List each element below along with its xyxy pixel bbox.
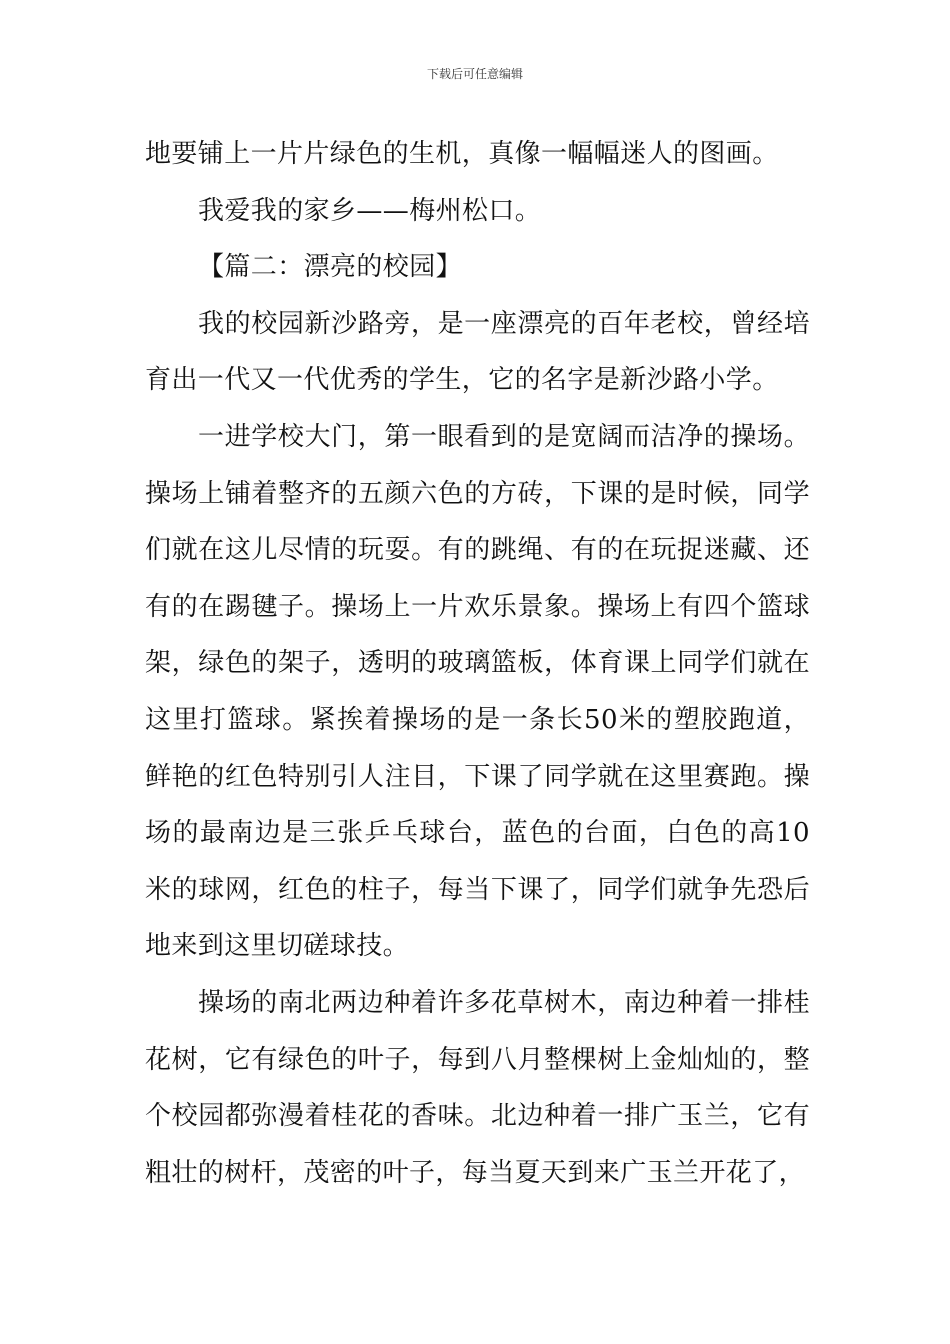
paragraph-1: 地要铺上一片片绿色的生机，真像一幅幅迷人的图画。: [145, 139, 779, 169]
paragraph-5: 操场的南北两边种着许多花草树木，南边种着一排桂花树，它有绿色的叶子，每到八月整棵树上金灿灿的，整个校园都弥漫着桂花的香味。北边种着一排广玉兰，它有粗壮的树杆，茂密的叶子，每当夏天到来广玉兰开花了，: [145, 987, 810, 1188]
paragraph-3: 我的校园新沙路旁，是一座漂亮的百年老校，曾经培育出一代又一代优秀的学生，它的名字是新沙路小学。: [145, 308, 810, 396]
paragraph-4: 一进学校大门，第一眼看到的是宽阔而洁净的操场。操场上铺着整齐的五颜六色的方砖，下课的是时候，同学们就在这儿尽情的玩耍。有的跳绳、有的在玩捉迷藏、还有的在踢毽子。操场上一片欢乐景象。操场上有四个篮球架，绿色的架子，透明的玻璃篮板，体育课上同学们就在这里打篮球。紧挨着操场的是一条长50米的塑胶跑道，鲜艳的红色特别引人注目，下课了同学就在这里赛跑。操场的最南边是三张乒乓球台，蓝色的台面，白色的高10米的球网，红色的柱子，每当下课了，同学们就争先恐后地来到这里切磋球技。: [145, 421, 810, 962]
page-header-note: 下载后可任意编辑: [426, 67, 523, 81]
document-body: [145, 126, 810, 1201]
section-heading: 【篇二：漂亮的校园】: [198, 252, 463, 283]
paragraph-2: 我爱我的家乡——梅州松口。: [198, 195, 542, 226]
